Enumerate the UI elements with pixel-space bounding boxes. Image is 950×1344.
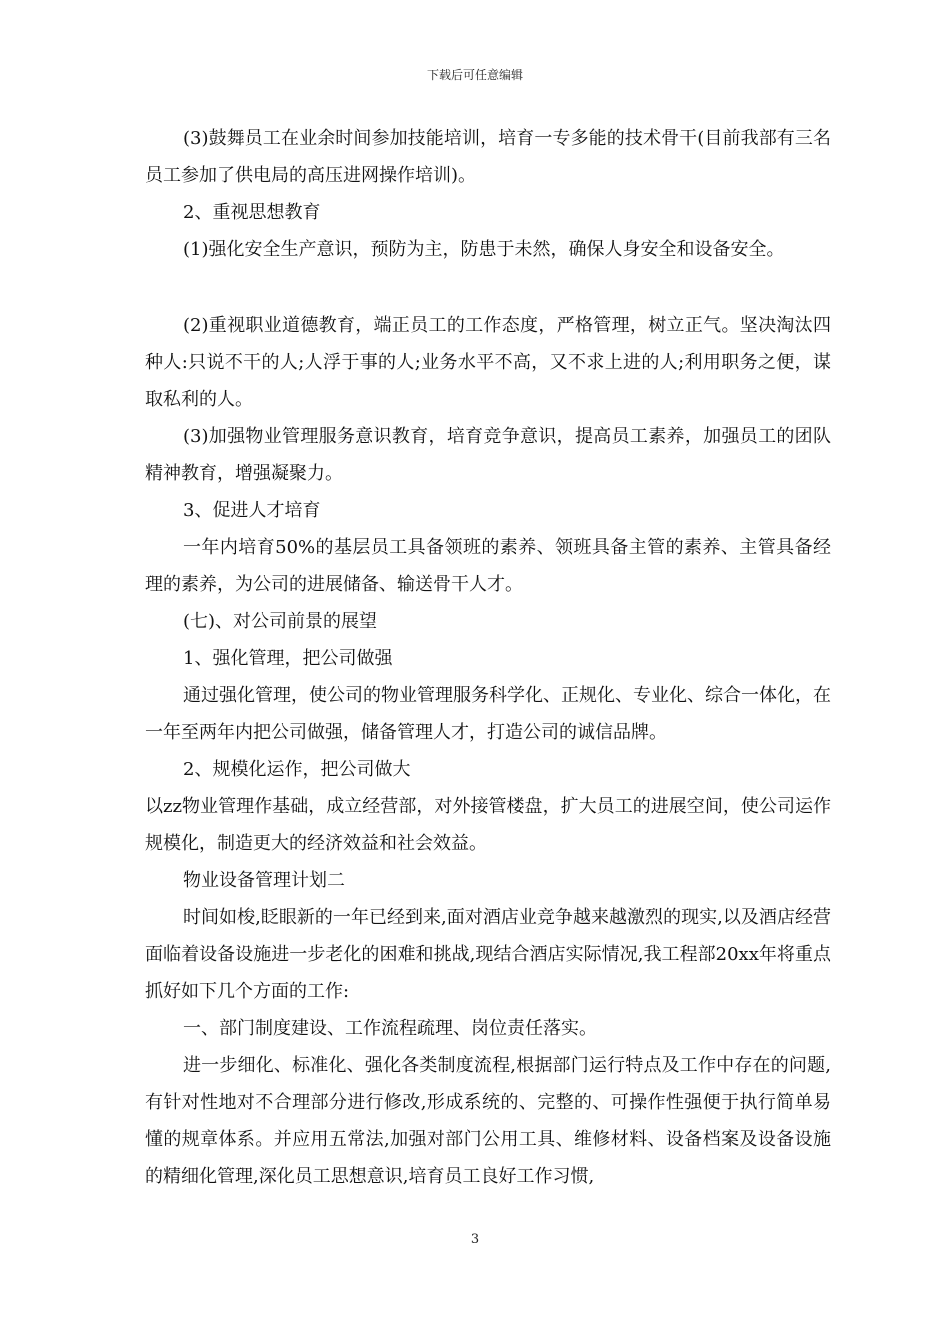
heading-ideological-education: 2、重视思想教育: [183, 202, 321, 223]
paragraph-system-refinement: 进一步细化、标准化、强化各类制度流程,根据部门运行特点及工作中存在的问题,有针对性地对不合理部分进行修改,形成系统的、完整的、可操作性强便于执行简单易懂的规章体系。并应用五常法,加强对部门公用工具、维修材料、设备档案及设备设施的精细化管理,深化员工思想意识,培育员工良好工作习惯,: [145, 1055, 831, 1187]
heading-plan-two: 物业设备管理计划二: [183, 870, 345, 891]
paragraph-strengthen-management: 通过强化管理，使公司的物业管理服务科学化、正规化、专业化、综合一体化，在一年至两年内把公司做强，储备管理人才，打造公司的诚信品牌。: [145, 685, 831, 743]
paragraph-professional-ethics: (2)重视职业道德教育，端正员工的工作态度，严格管理，树立正气。坚决淘汰四种人:只说不干的人;人浮于事的人;业务水平不高，又不求上进的人;利用职务之便，谋取私利的人。: [145, 315, 831, 410]
page-number: 3: [470, 1232, 480, 1247]
document-body: [145, 120, 831, 1195]
heading-company-outlook: (七)、对公司前景的展望: [183, 611, 378, 632]
paragraph-talent-goal: 一年内培育50%的基层员工具备领班的素养、领班具备主管的素养、主管具备经理的素养，为公司的进展储备、输送骨干人才。: [145, 537, 831, 595]
paragraph-scale-operation: 以zz物业管理作基础，成立经营部，对外接管楼盘，扩大员工的进展空间，使公司运作规模化，制造更大的经济效益和社会效益。: [145, 796, 831, 854]
paragraph-service-awareness: (3)加强物业管理服务意识教育，培育竞争意识，提高员工素养，加强员工的团队精神教育，增强凝聚力。: [145, 426, 831, 484]
heading-scale-operation: 2、规模化运作，把公司做大: [183, 759, 411, 780]
paragraph-skill-training: (3)鼓舞员工在业余时间参加技能培训，培育一专多能的技术骨干(目前我部有三名员工参加了供电局的高压进网操作培训)。: [145, 128, 831, 186]
paragraph-plan-intro: 时间如梭,眨眼新的一年已经到来,面对酒店业竞争越来越激烈的现实,以及酒店经营面临着设备设施进一步老化的困难和挑战,现结合酒店实际情况,我工程部20xx年将重点抓好如下几个方面的工作:: [145, 907, 831, 1002]
heading-department-system: 一、部门制度建设、工作流程疏理、岗位责任落实。: [183, 1018, 597, 1039]
page-header: 下载后可任意编辑: [426, 68, 523, 82]
paragraph-safety-awareness: (1)强化安全生产意识，预防为主，防患于未然，确保人身安全和设备安全。: [183, 239, 785, 260]
heading-strengthen-management: 1、强化管理，把公司做强: [183, 648, 393, 669]
heading-talent-cultivation: 3、促进人才培育: [183, 500, 321, 521]
